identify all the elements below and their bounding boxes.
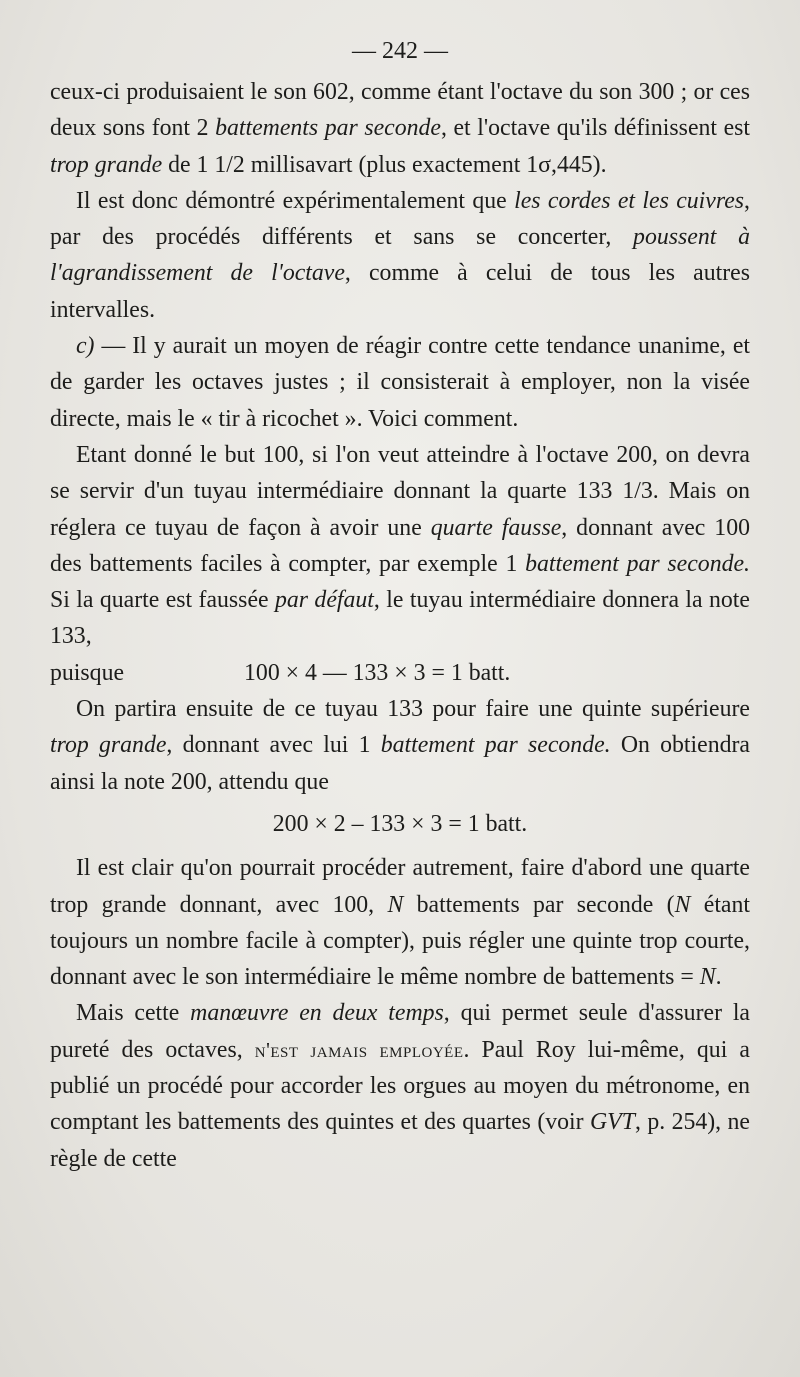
- paragraph-6: [50, 850, 750, 995]
- paragraph-1: [50, 74, 750, 183]
- italic-run: N: [674, 891, 691, 918]
- italic-run: les cordes et les cuivres: [514, 187, 745, 214]
- text-run: Il est clair qu'on pourrait procéder autrement, faire d'abord une quarte trop grande donnant, avec 100,: [50, 855, 750, 918]
- text-run: ceux-ci produisaient le son 602, comme étant l'octave du son 300 ; or ces deux sons font 2: [50, 79, 750, 142]
- text-run: Mais cette: [76, 1000, 191, 1027]
- text-run: Il est donc démontré expérimentalement que: [76, 187, 515, 214]
- text-run: Si la quarte est faussée: [50, 587, 275, 614]
- text-run: , par des procédés différents et sans se concerter,: [50, 187, 750, 251]
- equation-label: puisque: [50, 659, 125, 686]
- italic-run: poussent à l'agrandissement de l'octave: [50, 224, 751, 287]
- small-caps-run: n'est jamais employée: [254, 1037, 464, 1062]
- text-run: On partira ensuite de ce tuyau 133 pour faire une quinte supérieure: [76, 696, 750, 723]
- text-run: , le tuyau intermédiaire donnera la note 133,: [50, 587, 750, 650]
- equation-1: [50, 655, 750, 691]
- italic-run: c): [76, 333, 95, 360]
- italic-run: battements par seconde: [215, 115, 441, 142]
- text-run: Etant donné le but 100, si l'on veut atteindre à l'octave 200, on devra se servir d'un tuyau intermédiaire donnant la quarte 133 1/3. Mais on réglera ce tuyau de façon à avoir une: [50, 441, 750, 541]
- text-run: , p. 254), ne règle de cette: [50, 1109, 750, 1172]
- italic-run: N: [699, 964, 716, 991]
- text-run: , comme à celui de tous les autres intervalles.: [50, 260, 750, 323]
- text-run: .: [715, 964, 722, 991]
- text-run: On obtiendra ainsi la note 200, attendu que: [50, 732, 750, 795]
- paragraph-4: [50, 437, 750, 655]
- italic-run: trop grande: [50, 151, 163, 178]
- paragraph-3: [50, 328, 750, 437]
- italic-run: battement par seconde.: [525, 550, 751, 577]
- italic-run: par défaut: [274, 587, 374, 614]
- text-run: . Paul Roy lui-même, qui a publié un procédé pour accorder les orgues au moyen du métronome, en comptant les battements des quintes et des quartes (voir: [50, 1036, 750, 1136]
- text-run: de 1 1/2 millisavart (plus exactement 1σ,445).: [162, 151, 607, 178]
- italic-run: N: [387, 891, 404, 918]
- italic-run: trop grande: [50, 732, 167, 759]
- text-run: , donnant avec lui 1: [166, 732, 381, 759]
- equation-formula: 100 × 4 — 133 × 3 = 1 batt.: [244, 659, 511, 686]
- italic-run: battement par seconde.: [380, 732, 611, 759]
- page-number: — 242 —: [352, 38, 448, 64]
- paragraph-2: [50, 183, 750, 328]
- equation-2: [50, 806, 750, 842]
- italic-run: quarte fausse: [430, 514, 562, 541]
- paragraph-7: [50, 995, 750, 1176]
- text-run: , donnant avec 100 des battements faciles à compter, par exemple 1: [50, 514, 751, 577]
- text-run: étant toujours un nombre facile à compter), puis régler une quinte trop courte, donnant avec le son intermédiaire le même nombre de battements =: [50, 891, 751, 991]
- italic-run: manœuvre en deux temps: [190, 1000, 444, 1027]
- text-run: — Il y aurait un moyen de réagir contre cette tendance unanime, et de garder les octaves justes ; il consisterait à employer, non la visée directe, mais le « tir à ricochet ». Voici comment.: [50, 333, 750, 432]
- equation-formula: 200 × 2 – 133 × 3 = 1 batt.: [272, 810, 528, 837]
- text-run: , et l'octave qu'ils définissent est: [440, 115, 751, 142]
- italic-run: GVT: [590, 1109, 635, 1136]
- paragraph-5: [50, 691, 750, 800]
- text-run: battements par seconde (: [403, 891, 675, 918]
- page-body: [50, 74, 750, 1177]
- text-run: , qui permet seule d'assurer la pureté des octaves,: [50, 1000, 750, 1063]
